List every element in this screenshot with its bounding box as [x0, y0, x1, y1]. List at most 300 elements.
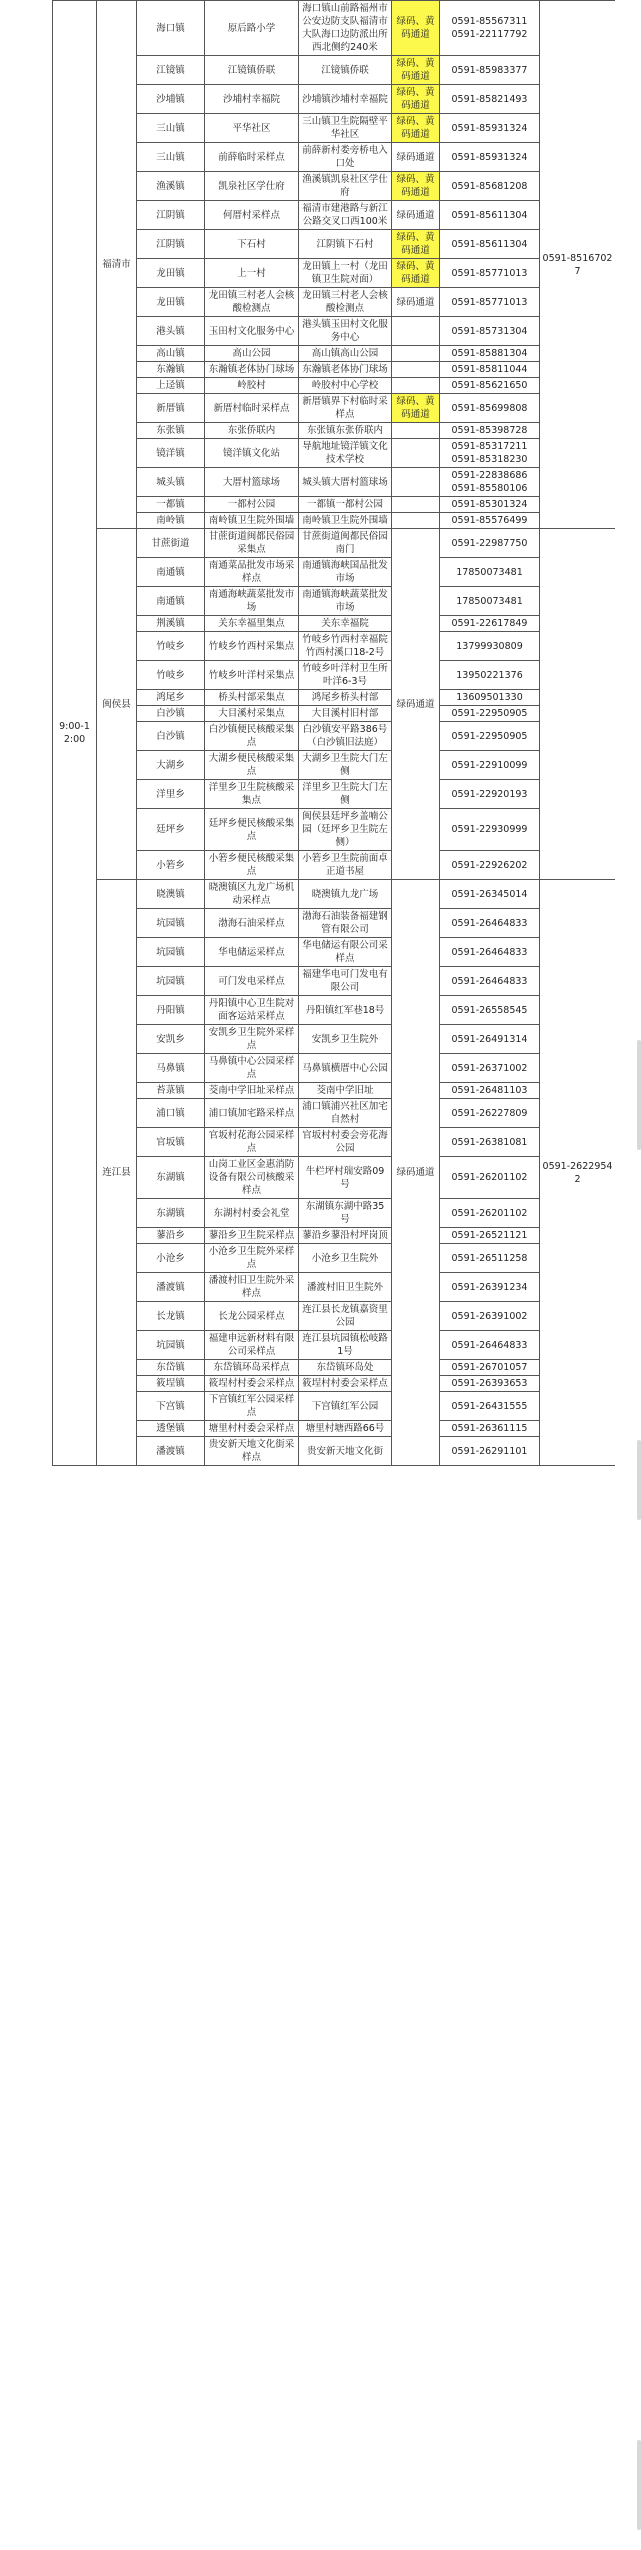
phone-cell: 0591-26345014 [440, 880, 540, 909]
phone-cell: 0591-26393653 [440, 1376, 540, 1392]
table-row [53, 1302, 616, 1331]
site-cell: 贵安新天地文化街采样点 [205, 1437, 299, 1466]
table-row [53, 513, 616, 529]
district-phone-cell: 0591-26229542 [540, 880, 616, 1466]
site-cell: 官坂村花海公园采样点 [205, 1128, 299, 1157]
site-cell: 竹岐乡叶洋村采集点 [205, 661, 299, 690]
phone-cell: 0591-85771013 [440, 288, 540, 317]
address-cell: 大目溪村旧村部 [299, 706, 392, 722]
table-row [53, 1054, 616, 1083]
address-cell: 城头镇大厝村篮球场 [299, 468, 392, 497]
town-cell: 城头镇 [137, 468, 205, 497]
town-cell: 南通镇 [137, 558, 205, 587]
town-cell: 坑园镇 [137, 967, 205, 996]
table-row [53, 909, 616, 938]
address-cell: 高山镇高山公园 [299, 346, 392, 362]
town-cell: 东张镇 [137, 423, 205, 439]
town-cell: 东湖镇 [137, 1157, 205, 1199]
town-cell: 廷坪乡 [137, 809, 205, 851]
address-cell: 三山镇卫生院隔壁平华社区 [299, 114, 392, 143]
town-cell: 三山镇 [137, 143, 205, 172]
town-cell: 龙田镇 [137, 288, 205, 317]
scroll-edge-mark [637, 1440, 641, 1520]
requirement-cell: 绿码、黄码通道 [392, 114, 440, 143]
phone-cell: 17850073481 [440, 587, 540, 616]
phone-cell: 0591-26361115 [440, 1421, 540, 1437]
table-row [53, 497, 616, 513]
table-row [53, 938, 616, 967]
requirement-cell [392, 317, 440, 346]
town-cell: 官坂镇 [137, 1128, 205, 1157]
site-cell: 塘里村村委会采样点 [205, 1421, 299, 1437]
town-cell: 马鼻镇 [137, 1054, 205, 1083]
site-cell: 下石村 [205, 230, 299, 259]
address-cell: 茭南中学旧址 [299, 1083, 392, 1099]
phone-cell: 0591-26491314 [440, 1025, 540, 1054]
address-cell: 晓澳镇九龙广场 [299, 880, 392, 909]
phone-cell: 0591-85611304 [440, 201, 540, 230]
site-cell: 何厝村采样点 [205, 201, 299, 230]
requirement-cell: 绿码、黄码通道 [392, 85, 440, 114]
phone-cell: 0591-26371002 [440, 1054, 540, 1083]
district-cell: 福清市 [97, 1, 137, 529]
site-cell: 竹岐乡竹西村采集点 [205, 632, 299, 661]
town-cell: 一都镇 [137, 497, 205, 513]
town-cell: 荆溪镇 [137, 616, 205, 632]
town-cell: 鸿尾乡 [137, 690, 205, 706]
address-cell: 大湖乡卫生院大门左侧 [299, 751, 392, 780]
table-row [53, 230, 616, 259]
address-cell: 贵安新天地文化街 [299, 1437, 392, 1466]
site-cell: 茭南中学旧址采样点 [205, 1083, 299, 1099]
address-cell: 导航地址镜洋镇文化技术学校 [299, 439, 392, 468]
phone-cell: 0591-85811044 [440, 362, 540, 378]
site-cell: 岭胶村 [205, 378, 299, 394]
table-row [53, 1421, 616, 1437]
table-row [53, 632, 616, 661]
site-cell: 廷坪乡便民核酸采集点 [205, 809, 299, 851]
town-cell: 龙田镇 [137, 259, 205, 288]
town-cell: 浦口镇 [137, 1099, 205, 1128]
town-cell: 三山镇 [137, 114, 205, 143]
address-cell: 蓼沿乡蓼沿村坪岗顶 [299, 1228, 392, 1244]
site-cell: 原后路小学 [205, 1, 299, 56]
town-cell: 坑园镇 [137, 909, 205, 938]
table-row [53, 362, 616, 378]
phone-cell: 0591-26464833 [440, 938, 540, 967]
town-cell: 筱埕镇 [137, 1376, 205, 1392]
address-cell: 沙埔镇沙埔村幸福院 [299, 85, 392, 114]
table-row [53, 1376, 616, 1392]
phone-cell: 0591-26391002 [440, 1302, 540, 1331]
phone-cell: 0591-85621650 [440, 378, 540, 394]
town-cell: 甘蔗街道 [137, 529, 205, 558]
requirement-cell: 绿码、黄码通道 [392, 56, 440, 85]
phone-cell: 0591-22910099 [440, 751, 540, 780]
town-cell: 东瀚镇 [137, 362, 205, 378]
requirement-cell [392, 439, 440, 468]
phone-cell: 0591-85931324 [440, 143, 540, 172]
site-cell: 浦口镇加宅路采样点 [205, 1099, 299, 1128]
site-cell: 蓼沿乡卫生院采样点 [205, 1228, 299, 1244]
site-cell: 南通海峡蔬菜批发市场 [205, 587, 299, 616]
time-cell: 9:00-12:00 [53, 1, 97, 1466]
requirement-cell [392, 423, 440, 439]
district-phone-cell: 0591-85167027 [540, 1, 616, 529]
address-cell: 一都镇一都村公园 [299, 497, 392, 513]
address-cell: 小沧乡卫生院外 [299, 1244, 392, 1273]
site-cell: 平华社区 [205, 114, 299, 143]
address-cell: 丹阳镇红军巷18号 [299, 996, 392, 1025]
site-cell: 东岱镇环岛采样点 [205, 1360, 299, 1376]
phone-cell: 0591-22950905 [440, 722, 540, 751]
address-cell: 筱埕村村委会采样点 [299, 1376, 392, 1392]
phone-cell: 13950221376 [440, 661, 540, 690]
phone-cell: 0591-85317211 0591-85318230 [440, 439, 540, 468]
table-row [53, 616, 616, 632]
site-cell: 大厝村篮球场 [205, 468, 299, 497]
scroll-edge-mark [637, 1040, 641, 1150]
phone-cell: 13609501330 [440, 690, 540, 706]
address-cell: 潘渡村旧卫生院外 [299, 1273, 392, 1302]
town-cell: 渔溪镇 [137, 172, 205, 201]
phone-cell: 0591-26701057 [440, 1360, 540, 1376]
phone-cell: 0591-26201102 [440, 1157, 540, 1199]
table-row [53, 661, 616, 690]
site-cell: 江镜镇侨联 [205, 56, 299, 85]
town-cell: 上迳镇 [137, 378, 205, 394]
phone-cell: 0591-26201102 [440, 1199, 540, 1228]
table-row [53, 1331, 616, 1360]
table-row [53, 1199, 616, 1228]
table-row [53, 114, 616, 143]
testing-sites-table [52, 0, 615, 1466]
phone-cell: 0591-26464833 [440, 909, 540, 938]
town-cell: 丹阳镇 [137, 996, 205, 1025]
town-cell: 南通镇 [137, 587, 205, 616]
site-cell: 晓澳镇区九龙广场机动采样点 [205, 880, 299, 909]
requirement-cell: 绿码通道 [392, 143, 440, 172]
requirement-cell: 绿码通道 [392, 288, 440, 317]
requirement-cell: 绿码通道 [392, 201, 440, 230]
address-cell: 渤海石油装备福建钢管有限公司 [299, 909, 392, 938]
table-row [53, 880, 616, 909]
site-cell: 下宫镇红军公园采样点 [205, 1392, 299, 1421]
town-cell: 江阴镇 [137, 201, 205, 230]
table-row [53, 288, 616, 317]
phone-cell: 0591-22987750 [440, 529, 540, 558]
address-cell: 白沙镇安平路386号（白沙镇旧法庭） [299, 722, 392, 751]
address-cell: 塘里村塘西路66号 [299, 1421, 392, 1437]
town-cell: 东湖镇 [137, 1199, 205, 1228]
town-cell: 大湖乡 [137, 751, 205, 780]
address-cell: 安凯乡卫生院外 [299, 1025, 392, 1054]
phone-cell: 0591-26391234 [440, 1273, 540, 1302]
site-cell: 一都村公园 [205, 497, 299, 513]
requirement-cell: 绿码、黄码通道 [392, 259, 440, 288]
address-cell: 新厝镇界下村临时采样点 [299, 394, 392, 423]
phone-cell: 0591-22926202 [440, 851, 540, 880]
table-row [53, 1360, 616, 1376]
site-cell: 长龙公园采样点 [205, 1302, 299, 1331]
address-cell: 龙田镇三村老人会核酸检测点 [299, 288, 392, 317]
address-cell: 东张镇东张侨联内 [299, 423, 392, 439]
table-row [53, 1392, 616, 1421]
site-cell: 南通菜品批发市场采样点 [205, 558, 299, 587]
address-cell: 东瀚镇老体协门球场 [299, 362, 392, 378]
town-cell: 长龙镇 [137, 1302, 205, 1331]
phone-cell: 0591-26431555 [440, 1392, 540, 1421]
site-cell: 南岭镇卫生院外围墙 [205, 513, 299, 529]
phone-cell: 0591-85681208 [440, 172, 540, 201]
address-cell: 竹岐乡竹西村幸福院 竹西村溪口18-2号 [299, 632, 392, 661]
table-row [53, 706, 616, 722]
address-cell: 福建华电可门发电有限公司 [299, 967, 392, 996]
table-row [53, 201, 616, 230]
town-cell: 白沙镇 [137, 706, 205, 722]
address-cell: 南岭镇卫生院外围墙 [299, 513, 392, 529]
phone-cell: 0591-85881304 [440, 346, 540, 362]
address-cell: 闽侯县廷坪乡盖喃公园（廷坪乡卫生院左侧） [299, 809, 392, 851]
phone-cell: 0591-85567311 0591-22117792 [440, 1, 540, 56]
table-row [53, 1128, 616, 1157]
table-row [53, 1437, 616, 1466]
town-cell: 坑园镇 [137, 1331, 205, 1360]
town-cell: 海口镇 [137, 1, 205, 56]
site-cell: 甘蔗街道闽都民俗园采集点 [205, 529, 299, 558]
phone-cell: 0591-22617849 [440, 616, 540, 632]
phone-cell: 0591-85983377 [440, 56, 540, 85]
site-cell: 镜洋镇文化站 [205, 439, 299, 468]
town-cell: 高山镇 [137, 346, 205, 362]
site-cell: 新厝村临时采样点 [205, 394, 299, 423]
address-cell: 南通镇海峡蔬菜批发市场 [299, 587, 392, 616]
requirement-cell: 绿码通道 [392, 880, 440, 1466]
requirement-cell [392, 378, 440, 394]
phone-cell: 0591-85301324 [440, 497, 540, 513]
address-cell: 连江县坑园镇松岐路1号 [299, 1331, 392, 1360]
address-cell: 前薛新村娄旁桥电入口处 [299, 143, 392, 172]
town-cell: 蓼沿乡 [137, 1228, 205, 1244]
table-row [53, 172, 616, 201]
phone-cell: 0591-26521121 [440, 1228, 540, 1244]
requirement-cell [392, 468, 440, 497]
requirement-cell: 绿码、黄码通道 [392, 172, 440, 201]
address-cell: 海口镇山前路福州市公安边防支队福清市大队海口边防派出所西北侧约240米 [299, 1, 392, 56]
address-cell: 东湖镇东湖中路35号 [299, 1199, 392, 1228]
site-cell: 可门发电采样点 [205, 967, 299, 996]
table-row [53, 1244, 616, 1273]
town-cell: 下宫镇 [137, 1392, 205, 1421]
table-row [53, 439, 616, 468]
address-cell: 牛栏坪村瑞安路09号 [299, 1157, 392, 1199]
town-cell: 安凯乡 [137, 1025, 205, 1054]
table-row [53, 1228, 616, 1244]
site-cell: 龙田镇三村老人会核酸检测点 [205, 288, 299, 317]
table-row [53, 558, 616, 587]
site-cell: 大目溪村采集点 [205, 706, 299, 722]
table-row [53, 394, 616, 423]
site-cell: 洋里乡卫生院核酸采集点 [205, 780, 299, 809]
site-cell: 玉田村文化服务中心 [205, 317, 299, 346]
phone-cell: 0591-26558545 [440, 996, 540, 1025]
address-cell: 下宫镇红军公园 [299, 1392, 392, 1421]
town-cell: 南岭镇 [137, 513, 205, 529]
phone-cell: 0591-22920193 [440, 780, 540, 809]
town-cell: 坑园镇 [137, 938, 205, 967]
town-cell: 江镜镇 [137, 56, 205, 85]
phone-cell: 0591-85771013 [440, 259, 540, 288]
address-cell: 甘蔗街道闽都民俗园南门 [299, 529, 392, 558]
table-row [53, 690, 616, 706]
table-row [53, 56, 616, 85]
town-cell: 东岱镇 [137, 1360, 205, 1376]
site-cell: 凯泉社区学仕府 [205, 172, 299, 201]
address-cell: 洋里乡卫生院大门左侧 [299, 780, 392, 809]
phone-cell: 0591-85931324 [440, 114, 540, 143]
site-cell: 华电储运采样点 [205, 938, 299, 967]
phone-cell: 0591-85731304 [440, 317, 540, 346]
district-cell: 闽侯县 [97, 529, 137, 880]
requirement-cell [392, 497, 440, 513]
address-cell: 渔溪镇凯泉社区学仕府 [299, 172, 392, 201]
scroll-edge-mark [637, 2440, 641, 2530]
requirement-cell: 绿码、黄码通道 [392, 394, 440, 423]
address-cell: 小箬乡卫生院前面卓正道书屋 [299, 851, 392, 880]
town-cell: 洋里乡 [137, 780, 205, 809]
table-row [53, 809, 616, 851]
address-cell: 江镜镇侨联 [299, 56, 392, 85]
site-cell: 丹阳镇中心卫生院对面客运站采样点 [205, 996, 299, 1025]
phone-cell: 0591-85821493 [440, 85, 540, 114]
address-cell: 南通镇海峡国品批发市场 [299, 558, 392, 587]
town-cell: 苔菉镇 [137, 1083, 205, 1099]
table-row [53, 529, 616, 558]
phone-cell: 0591-22838686 0591-85580106 [440, 468, 540, 497]
requirement-cell [392, 362, 440, 378]
table-row [53, 85, 616, 114]
table-row [53, 722, 616, 751]
town-cell: 白沙镇 [137, 722, 205, 751]
address-cell: 福清市建港路与新江公路交叉口西100米 [299, 201, 392, 230]
town-cell: 透堡镇 [137, 1421, 205, 1437]
site-cell: 白沙镇便民核酸采集点 [205, 722, 299, 751]
table-row [53, 468, 616, 497]
table-row [53, 1273, 616, 1302]
table-row [53, 587, 616, 616]
address-cell: 龙田镇上一村（龙田镇卫生院对面） [299, 259, 392, 288]
table-row [53, 751, 616, 780]
table-row [53, 1025, 616, 1054]
site-cell: 高山公园 [205, 346, 299, 362]
phone-cell: 0591-85699808 [440, 394, 540, 423]
site-cell: 潘渡村旧卫生院外采样点 [205, 1273, 299, 1302]
town-cell: 沙埔镇 [137, 85, 205, 114]
site-cell: 福建申远新材料有限公司采样点 [205, 1331, 299, 1360]
phone-cell: 0591-22950905 [440, 706, 540, 722]
table-row [53, 143, 616, 172]
phone-cell: 0591-26511258 [440, 1244, 540, 1273]
table-row [53, 996, 616, 1025]
phone-cell: 0591-26464833 [440, 967, 540, 996]
phone-cell: 0591-26381081 [440, 1128, 540, 1157]
table-row [53, 259, 616, 288]
address-cell: 竹岐乡叶洋村卫生所 叶洋6-3号 [299, 661, 392, 690]
table-row [53, 1099, 616, 1128]
address-cell: 东岱镇环岛处 [299, 1360, 392, 1376]
phone-cell: 0591-26481103 [440, 1083, 540, 1099]
site-cell: 沙埔村幸福院 [205, 85, 299, 114]
town-cell: 小沧乡 [137, 1244, 205, 1273]
site-cell: 安凯乡卫生院外采样点 [205, 1025, 299, 1054]
table-row [53, 1, 616, 56]
town-cell: 潘渡镇 [137, 1273, 205, 1302]
address-cell: 连江县长龙镇嘉资里公园 [299, 1302, 392, 1331]
site-cell: 小箬乡便民核酸采集点 [205, 851, 299, 880]
table-row [53, 851, 616, 880]
site-cell: 渤海石油采样点 [205, 909, 299, 938]
site-cell: 上一村 [205, 259, 299, 288]
town-cell: 小箬乡 [137, 851, 205, 880]
town-cell: 竹岐乡 [137, 661, 205, 690]
address-cell: 江阴镇下石村 [299, 230, 392, 259]
requirement-cell: 绿码、黄码通道 [392, 1, 440, 56]
address-cell: 港头镇玉田村文化服务中心 [299, 317, 392, 346]
phone-cell: 13799930809 [440, 632, 540, 661]
phone-cell: 0591-26464833 [440, 1331, 540, 1360]
site-cell: 东张侨联内 [205, 423, 299, 439]
phone-cell: 0591-85576499 [440, 513, 540, 529]
town-cell: 晓澳镇 [137, 880, 205, 909]
phone-cell: 0591-85398728 [440, 423, 540, 439]
site-cell: 关东幸福里集点 [205, 616, 299, 632]
address-cell: 关东幸福院 [299, 616, 392, 632]
requirement-cell: 绿码、黄码通道 [392, 230, 440, 259]
phone-cell: 17850073481 [440, 558, 540, 587]
site-cell: 马鼻镇中心公园采样点 [205, 1054, 299, 1083]
phone-cell: 0591-26291101 [440, 1437, 540, 1466]
site-cell: 筱埕村村委会采样点 [205, 1376, 299, 1392]
district-cell: 连江县 [97, 880, 137, 1466]
site-cell: 桥头村部采集点 [205, 690, 299, 706]
town-cell: 潘渡镇 [137, 1437, 205, 1466]
site-cell: 山岗工业区金惠消防设备有限公司核酸采样点 [205, 1157, 299, 1199]
site-cell: 东湖村村委会礼堂 [205, 1199, 299, 1228]
requirement-cell: 绿码通道 [392, 529, 440, 880]
table-row [53, 378, 616, 394]
address-cell: 鸿尾乡桥头村部 [299, 690, 392, 706]
town-cell: 镜洋镇 [137, 439, 205, 468]
phone-cell: 0591-22930999 [440, 809, 540, 851]
address-cell: 岭胶村中心学校 [299, 378, 392, 394]
requirement-cell [392, 346, 440, 362]
site-cell: 小沧乡卫生院外采样点 [205, 1244, 299, 1273]
town-cell: 新厝镇 [137, 394, 205, 423]
table-row [53, 1083, 616, 1099]
phone-cell: 0591-85611304 [440, 230, 540, 259]
phone-cell: 0591-26227809 [440, 1099, 540, 1128]
requirement-cell [392, 513, 440, 529]
town-cell: 江阴镇 [137, 230, 205, 259]
town-cell: 港头镇 [137, 317, 205, 346]
address-cell: 马鼻镇横厝中心公园 [299, 1054, 392, 1083]
table-body [53, 1, 616, 1466]
town-cell: 竹岐乡 [137, 632, 205, 661]
table-row [53, 1157, 616, 1199]
site-cell: 东瀚镇老体协门球场 [205, 362, 299, 378]
district-phone-cell [540, 529, 616, 880]
site-cell: 大湖乡便民核酸采集点 [205, 751, 299, 780]
